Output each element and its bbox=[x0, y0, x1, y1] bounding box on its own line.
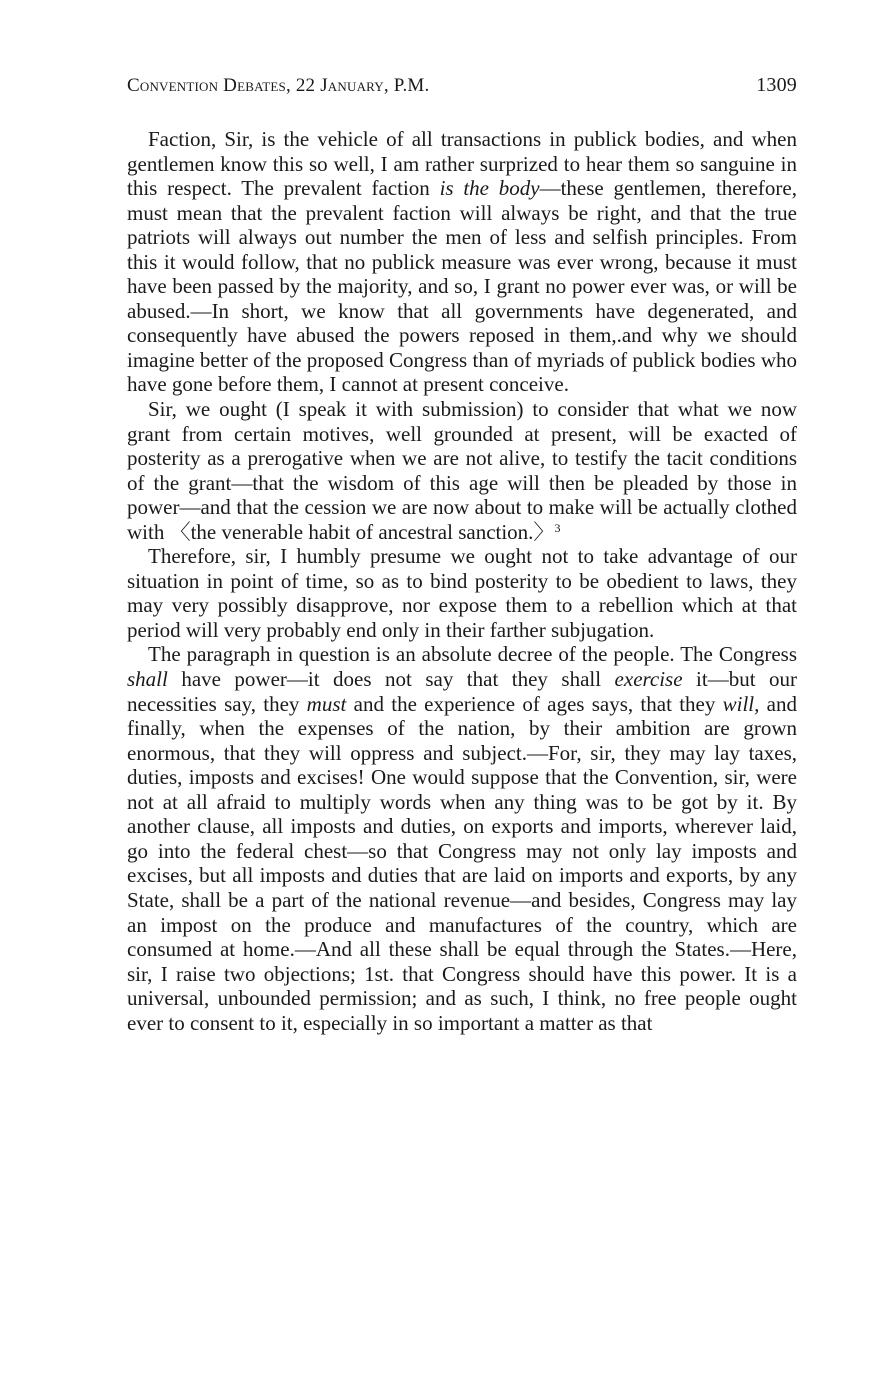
text-run: —these gentlemen, therefore, must mean that the prevalent faction will always be right, and that the true patriots will always out number the men of less and selfish principles. From this it would follow, that no publick measure was ever wrong, because it must have been passed by the majority, and so, I grant no power ever was, or will be abused.—In short, we know that all governments have degenerated, and consequently have abused the powers reposed in them,.and why we should imagine better of the proposed Congress than of myriads of publick bodies who have gone before them, I cannot at present conceive. bbox=[127, 176, 797, 397]
paragraph-4 bbox=[127, 642, 797, 1035]
paragraph-3 bbox=[127, 544, 797, 642]
text-run: and finally, when the expenses of the nation, by their ambition are grown enormous, that they will oppress and subject.—For, sir, they may lay taxes, duties, imposts and excises! One would suppose that the Convention, sir, were not at all afraid to multiply words when any thing was to be got by it. By another clause, all imposts and duties, on exports and imports, wherever laid, go into the federal chest—so that Congress may not only lay imposts and excises, but all imposts and duties that are laid on imports and exports, by any State, shall be a part of the national revenue—and besides, Congress may lay an impost on the produce and manufactures of the country, which are consumed at home.—And all these shall be equal through the States.—Here, sir, I raise two objections; 1st. that Congress should have this power. It is a universal, unbounded permission; and as such, I think, no free people ought ever to consent to it, especially in so important a matter as that bbox=[127, 691, 797, 1035]
text-run: Therefore, sir, I humbly presume we ought not to take advantage of our situation in point of time, so as to bind posterity to be obedient to laws, they may very possibly disapprove, nor expose them to a rebellion which at that period will very probably end only in their farther subjugation. bbox=[127, 544, 797, 642]
italic-text: exercise bbox=[614, 667, 683, 692]
page-number: 1309 bbox=[756, 74, 797, 96]
footnote-ref: 3 bbox=[554, 520, 561, 535]
italic-text: is the body bbox=[439, 176, 540, 201]
text-run: Sir, we ought (I speak it with submission) to consider that what we now grant from certain motives, well grounded at present, will be exacted of posterity as a prerogative when we are not alive, to testify the tacit conditions of the grant—that the wisdom of this age will then be pleaded by those in power—and that the cession we are now about to make will be actually clothed with 〈the venerable habit of ancestral sanction.〉 bbox=[127, 397, 797, 544]
running-title: Convention Debates, 22 January, P.M. bbox=[127, 75, 430, 96]
text-run: have power—it does not say that they shall bbox=[167, 667, 615, 692]
italic-text: will, bbox=[722, 691, 760, 716]
text-run: and the experience of ages says, that they bbox=[346, 691, 723, 716]
text-run: it—but our necessities say, they bbox=[127, 667, 798, 716]
paragraph-1 bbox=[127, 127, 797, 397]
text-run: The paragraph in question is an absolute decree of the people. The Congress bbox=[148, 642, 797, 667]
running-head bbox=[127, 74, 797, 106]
italic-text: shall bbox=[127, 667, 168, 692]
body-text bbox=[127, 127, 797, 1035]
italic-text: must bbox=[306, 691, 347, 716]
paragraph-2 bbox=[127, 397, 797, 544]
document-page bbox=[127, 74, 797, 1035]
text-run: Faction, Sir, is the vehicle of all transactions in publick bodies, and when gentlemen know this so well, I am rather surprized to hear them so sanguine in this respect. The prevalent faction bbox=[127, 127, 797, 201]
